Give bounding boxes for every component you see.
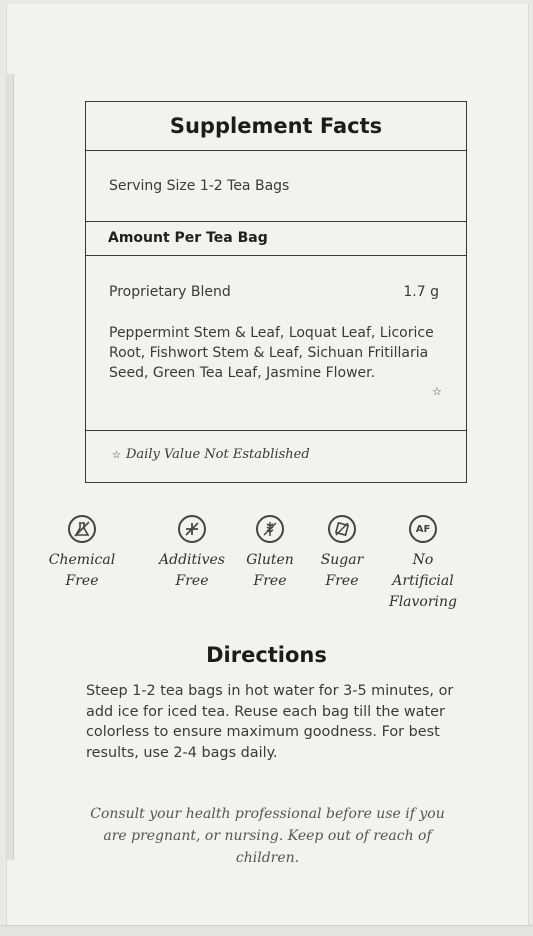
badge-line1: Sugar [320, 552, 364, 568]
star-icon: ☆ [432, 385, 442, 398]
package-panel [6, 4, 529, 926]
ingredients-list: Peppermint Stem & Leaf, Loquat Leaf, Licorice Root, Fishwort Stem & Leaf, Sichuan Fritillaria Seed, Green Tea Leaf, Jasmine Flower. [109, 325, 434, 381]
badge-line1: Gluten [246, 552, 294, 568]
feature-badges [48, 515, 472, 610]
badge-line1: Chemical [48, 552, 116, 568]
badge-line2: Free [253, 573, 287, 589]
facts-title: Supplement Facts [86, 102, 466, 151]
daily-value-row [86, 431, 466, 483]
daily-value-note: Daily Value Not Established [126, 447, 310, 462]
badge-no-artificial-flavoring [383, 515, 463, 613]
health-warning: Consult your health professional before use if you are pregnant, or nursing. Keep out of reach of children. [90, 806, 445, 866]
no-additives-icon [178, 515, 206, 543]
badge-line2: Flavoring [388, 594, 458, 610]
gluten-free-icon [256, 515, 284, 543]
directions-body: Steep 1-2 tea bags in hot water for 3-5 minutes, or add ice for iced tea. Reuse each bag till the water colorless to ensure maximum goodness. For best results, use 2-4 bags daily. [86, 683, 454, 761]
badge-gluten-free [230, 515, 310, 592]
proprietary-blend-row [86, 256, 466, 431]
no-artificial-flavoring-icon: AF [409, 515, 437, 543]
badge-line1: No Artificial [392, 552, 454, 589]
sugar-free-icon [328, 515, 356, 543]
badge-sugar-free [302, 515, 382, 592]
directions-title: Directions [206, 643, 327, 667]
no-chemical-icon [68, 515, 96, 543]
serving-size-row [86, 151, 466, 222]
amount-per-bag-row [86, 222, 466, 256]
blend-amount: 1.7 g [403, 284, 439, 300]
panel-fold-edge [7, 74, 14, 860]
badge-line2: Free [65, 573, 99, 589]
badge-additives-free [152, 515, 232, 592]
panel-bottom-edge [0, 925, 533, 936]
badge-line2: Free [175, 573, 209, 589]
star-icon: ☆ [112, 450, 121, 461]
serving-size-text: Serving Size 1-2 Tea Bags [109, 178, 290, 194]
blend-name: Proprietary Blend [109, 284, 231, 300]
badge-line2: Free [325, 573, 359, 589]
badge-line1: Additives [159, 552, 225, 568]
amount-per-bag-header: Amount Per Tea Bag [108, 230, 268, 246]
supplement-facts-table [85, 101, 467, 483]
badge-chemical-free [42, 515, 122, 592]
